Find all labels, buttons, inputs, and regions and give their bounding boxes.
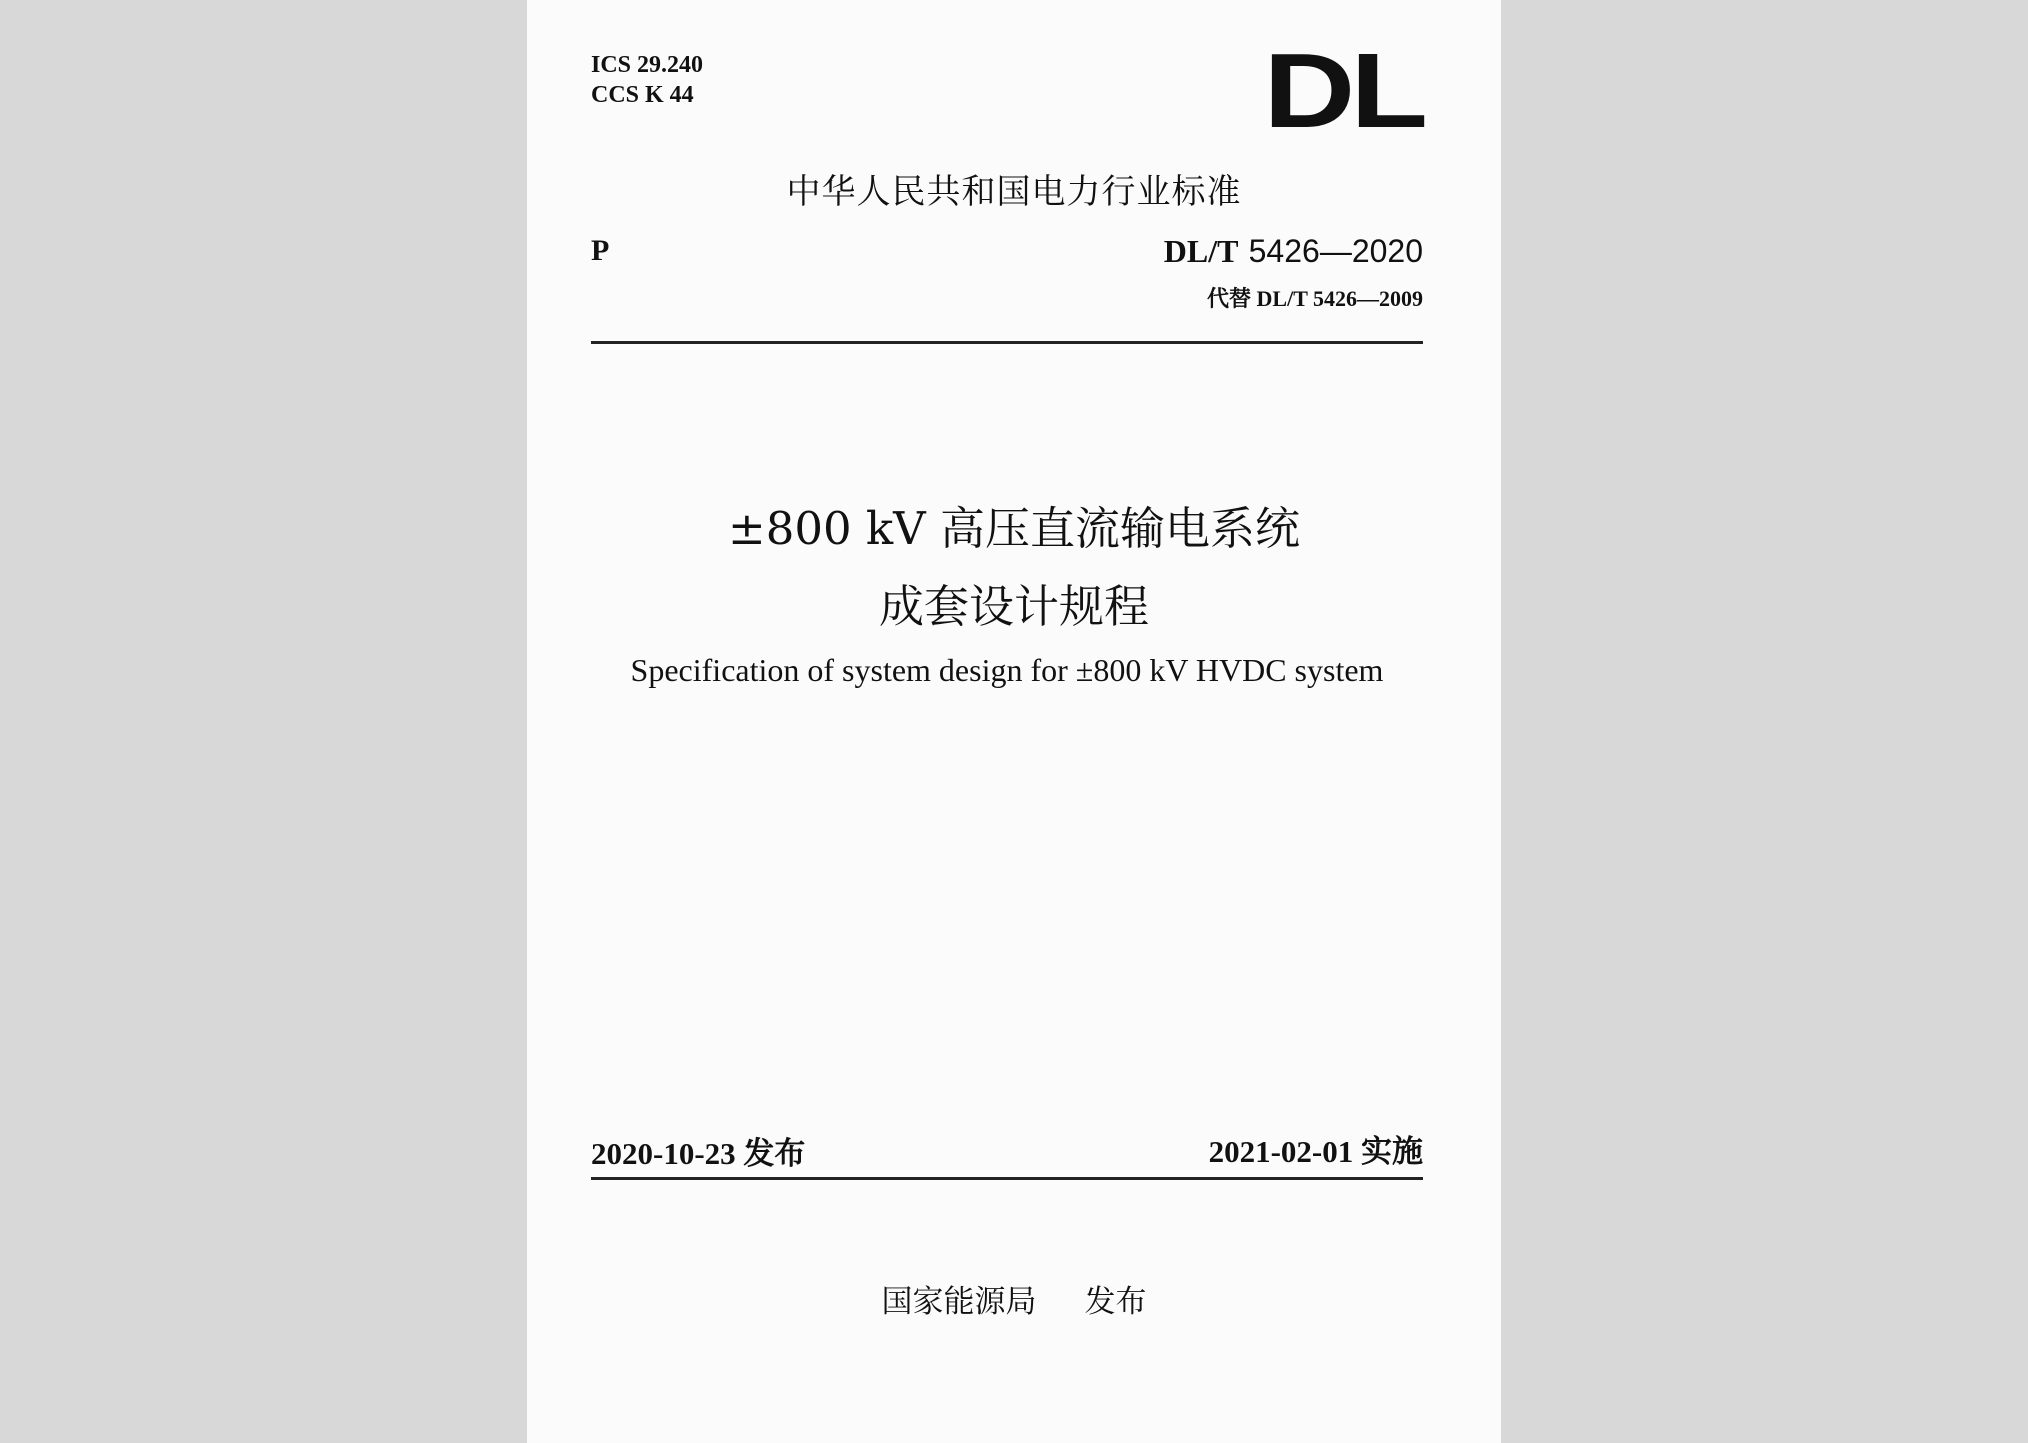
publisher	[527, 1276, 1501, 1321]
ccs-code: CCS K 44	[591, 82, 694, 108]
title-cn-line2: 成套设计规程	[878, 580, 1149, 633]
dl-logo: DL	[1263, 32, 1423, 150]
top-divider	[591, 341, 1423, 344]
code-prefix: DL/T	[1163, 233, 1239, 269]
code-number: 5426—2020	[1248, 233, 1423, 269]
replaces-note: 代替 DL/T 5426—2009	[1207, 286, 1423, 311]
ics-code: ICS 29.240	[591, 52, 704, 78]
standard-type: 中华人民共和国电力行业标准	[786, 172, 1242, 212]
standard-code	[1164, 232, 1423, 270]
classification-block	[591, 50, 703, 110]
effective-date: 2021-02-01 实施	[1208, 1134, 1423, 1169]
publisher-name: 国家能源局	[881, 1284, 1037, 1320]
publisher-action: 发布	[1084, 1284, 1147, 1320]
title-en: Specification of system design for ±800 kV HVDC system	[630, 652, 1384, 688]
category-letter: P	[591, 234, 610, 267]
document-page	[527, 0, 1501, 1443]
publish-date: 2020-10-23 发布	[591, 1136, 806, 1171]
bottom-divider	[591, 1177, 1423, 1180]
title-cn-line1: ±800 kV 高压直流输电系统	[728, 502, 1300, 555]
